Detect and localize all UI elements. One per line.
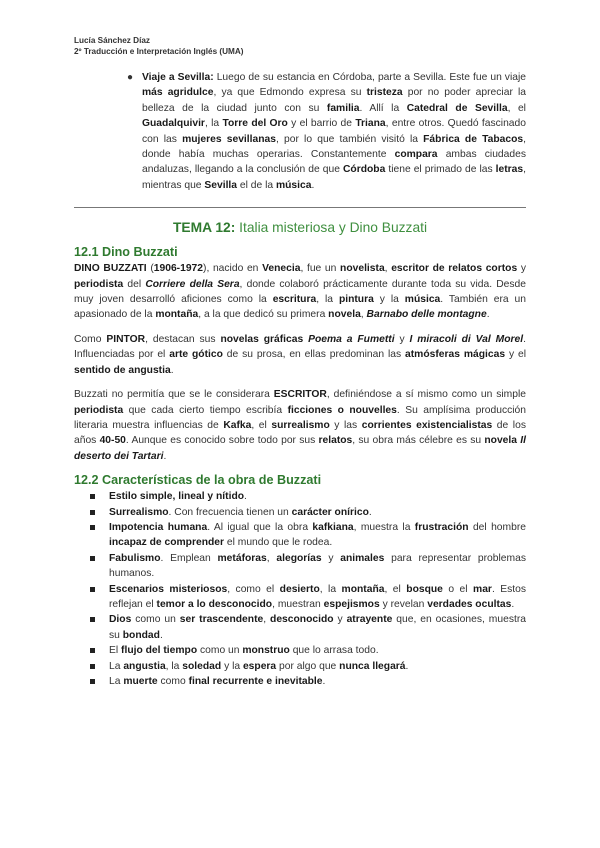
chapter-number: TEMA 12: — [172, 220, 236, 236]
emphasis-text: atmósferas mágicas — [405, 349, 506, 361]
square-bullet-icon — [90, 587, 95, 592]
emphasis-text: DINO BUZZATI — [74, 263, 147, 275]
emphasis-text: incapaz de comprender — [109, 537, 225, 549]
emphasis-text: metáforas — [217, 552, 267, 564]
emphasis-text: Barnabo delle montagne — [366, 309, 487, 321]
sevilla-bullet — [74, 70, 526, 193]
emphasis-text: sentido de angustia — [74, 364, 171, 376]
paragraph-biography: DINO BUZZATI (1906-1972), nacido en Venecia, fue un novelista, escritor de relatos cortos y periodista del Corriere della Sera, donde colaboró prácticamente durante toda su vida. Desde muy joven desarrolló aficiones como la escritura, la pintura y la música. También era un apasionado de la montaña, a la que dedicó su primera novela, Barnabo delle montagne. — [74, 263, 527, 321]
list-item: Fabulismo. Emplean metáforas, alegorías y animales para representar problemas humanos. — [74, 551, 526, 582]
emphasis-text: escritura — [272, 294, 317, 306]
emphasis-text: 1906-1972 — [153, 263, 204, 275]
emphasis-text: montaña — [155, 309, 199, 321]
emphasis-text: escritor de relatos cortos — [391, 263, 518, 275]
paragraph-writer: Buzzati no permitía que se le considerara ESCRITOR, definiéndose a sí mismo como un simple periodista que cada cierto tiempo escribía ficciones o nouvelles. Su amplísima producción literaria muestra influencias de Kafka, el surrealismo y las corrientes existencialistas de los años 40-50. Aunque es conocido sobre todo por sus relatos, su obra más célebre es su novela Il deserto dei Tartari. — [74, 389, 526, 462]
list-item: Surrealismo. Con frecuencia tienen un carácter onírico. — [74, 505, 526, 520]
emphasis-text: Impotencia humana — [109, 521, 208, 533]
emphasis-text: flujo del tiempo — [121, 645, 198, 657]
emphasis-text: Guadalquivir — [142, 118, 205, 130]
chapter-name: Italia misteriosa y Dino Buzzati — [235, 220, 428, 236]
emphasis-text: pintura — [338, 294, 374, 306]
emphasis-text: bondad — [122, 629, 160, 641]
emphasis-text: Kafka — [223, 419, 252, 431]
emphasis-text: Il deserto dei Tartari — [74, 435, 526, 462]
emphasis-text: Fábrica de Tabacos — [423, 133, 524, 145]
emphasis-text: novelista — [340, 263, 385, 275]
emphasis-text: Corriere della Sera — [145, 278, 240, 290]
emphasis-text: ser trascendente — [179, 614, 264, 626]
list-item: Escenarios misteriosos, como el desierto, la montaña, el bosque o el mar. Estos reflejan el temor a lo desconocido, muestran espejismos y revelan verdades ocultas. — [74, 582, 526, 613]
list-item: El flujo del tiempo como un monstruo que lo arrasa todo. — [74, 643, 526, 658]
emphasis-text: periodista — [74, 404, 124, 416]
emphasis-text: ficciones o nouvelles — [287, 404, 397, 416]
list-item: La muerte como final recurrente e inevitable. — [74, 674, 526, 689]
page-header — [74, 35, 244, 57]
square-bullet-icon — [90, 556, 95, 561]
emphasis-text: desconocido — [270, 614, 334, 626]
emphasis-text: relatos — [318, 435, 353, 447]
square-bullet-icon — [90, 525, 95, 530]
sevilla-text: Viaje a Sevilla: Luego de su estancia en Córdoba, parte a Sevilla. Este fue un viaje más agridulce, ya que Edmondo expresa su tristeza por no poder apreciar la belleza de la ciudad junto con su familia. Allí la Catedral de Sevilla, el Guadalquivir, la Torre del Oro y el barrio de Triana, entre otros. Quedó fascinado con las mujeres sevillanas, por lo que también visitó la Fábrica de Tabacos, donde había muchas operarias. Constantemente compara ambas ciudades andaluzas, llegando a la conclusión de que Córdoba tiene el primado de las letras, mientras que Sevilla el de la música. — [142, 72, 526, 191]
emphasis-text: ESCRITOR — [273, 389, 327, 401]
square-bullet-icon — [90, 617, 95, 622]
chapter-title — [74, 220, 526, 235]
emphasis-text: mujeres sevillanas — [182, 133, 276, 145]
emphasis-text: novela — [484, 435, 517, 447]
square-bullet-icon — [90, 494, 95, 499]
emphasis-text: Viaje a Sevilla: — [142, 72, 214, 83]
emphasis-text: final recurrente e inevitable — [188, 676, 323, 687]
emphasis-text: compara — [394, 149, 438, 161]
square-bullet-icon — [90, 510, 95, 515]
emphasis-text: espera — [242, 660, 277, 672]
emphasis-text: animales — [340, 552, 385, 564]
emphasis-text: muerte — [123, 676, 158, 687]
square-bullet-icon — [90, 648, 95, 653]
emphasis-text: carácter onírico — [291, 506, 369, 518]
emphasis-text: Poema a Fumetti — [308, 333, 395, 345]
emphasis-text: Surrealismo — [109, 506, 169, 518]
course-name: 2º Traducción e Interpretación Inglés (UMA) — [74, 47, 244, 56]
characteristics-list — [74, 489, 526, 689]
emphasis-text: desierto — [279, 583, 320, 595]
bullet-dot-icon: ● — [127, 72, 134, 83]
emphasis-text: alegorías — [276, 552, 322, 564]
emphasis-text: Triana — [355, 118, 386, 130]
emphasis-text: periodista — [74, 278, 124, 290]
emphasis-text: Fabulismo — [109, 552, 161, 564]
square-bullet-icon — [90, 664, 95, 669]
author-name: Lucía Sánchez Díaz — [74, 36, 150, 45]
emphasis-text: Dios — [109, 614, 132, 626]
emphasis-text: monstruo — [242, 645, 290, 657]
section-divider — [74, 207, 526, 208]
emphasis-text: letras — [495, 164, 524, 176]
emphasis-text: I miracoli di Val Morel — [409, 333, 524, 345]
emphasis-text: Escenarios misteriosos — [109, 583, 228, 595]
emphasis-text: Torre del Oro — [222, 118, 288, 130]
emphasis-text: frustración — [414, 521, 469, 533]
emphasis-text: angustia — [123, 660, 166, 672]
emphasis-text: música — [275, 179, 312, 191]
emphasis-text: montaña — [341, 583, 385, 595]
emphasis-text: verdades ocultas — [427, 598, 512, 610]
emphasis-text: novelas gráficas — [220, 333, 304, 345]
list-item: Impotencia humana. Al igual que la obra kafkiana, muestra la frustración del hombre incapaz de comprender el mundo que le rodea. — [74, 520, 526, 551]
emphasis-text: familia — [326, 102, 360, 114]
section-heading-12-1: 12.1 Dino Buzzati — [74, 245, 178, 260]
emphasis-text: Estilo simple, lineal y nítido — [109, 491, 245, 503]
list-item: Dios como un ser trascendente, desconocido y atrayente que, en ocasiones, muestra su bondad. — [74, 612, 526, 643]
emphasis-text: atrayente — [346, 614, 393, 626]
emphasis-text: mar — [473, 583, 492, 595]
emphasis-text: soledad — [182, 660, 222, 672]
list-item: Estilo simple, lineal y nítido. — [74, 489, 526, 504]
emphasis-text: tristeza — [366, 87, 403, 99]
emphasis-text: Venecia — [262, 263, 301, 275]
emphasis-text: espejismos — [323, 598, 380, 610]
emphasis-text: novela — [328, 309, 361, 321]
emphasis-text: más agridulce — [142, 87, 214, 99]
emphasis-text: música — [404, 294, 441, 306]
emphasis-text: temor a lo desconocido — [156, 598, 273, 610]
emphasis-text: corrientes existencialistas — [361, 419, 493, 431]
emphasis-text: kafkiana — [312, 521, 354, 533]
paragraph-painter: Como PINTOR, destacan sus novelas gráficas Poema a Fumetti y I miracoli di Val Morel. Influenciadas por el arte gótico de su prosa, en ellas predominan las atmósferas mágicas y el sentido de angustia. — [74, 333, 526, 376]
emphasis-text: bosque — [406, 583, 443, 595]
emphasis-text: PINTOR — [106, 333, 146, 345]
document-body — [74, 70, 526, 689]
emphasis-text: Catedral de Sevilla — [406, 102, 508, 114]
emphasis-text: surrealismo — [271, 419, 330, 431]
list-item: La angustia, la soledad y la espera por algo que nunca llegará. — [74, 659, 526, 674]
emphasis-text: 40-50 — [99, 435, 126, 447]
section-heading-12-2: 12.2 Características de la obra de Buzzati — [74, 473, 322, 488]
square-bullet-icon — [90, 679, 95, 684]
emphasis-text: Sevilla — [204, 179, 238, 191]
emphasis-text: Córdoba — [342, 164, 386, 176]
emphasis-text: nunca llegará — [339, 660, 406, 672]
emphasis-text: arte gótico — [169, 349, 223, 361]
